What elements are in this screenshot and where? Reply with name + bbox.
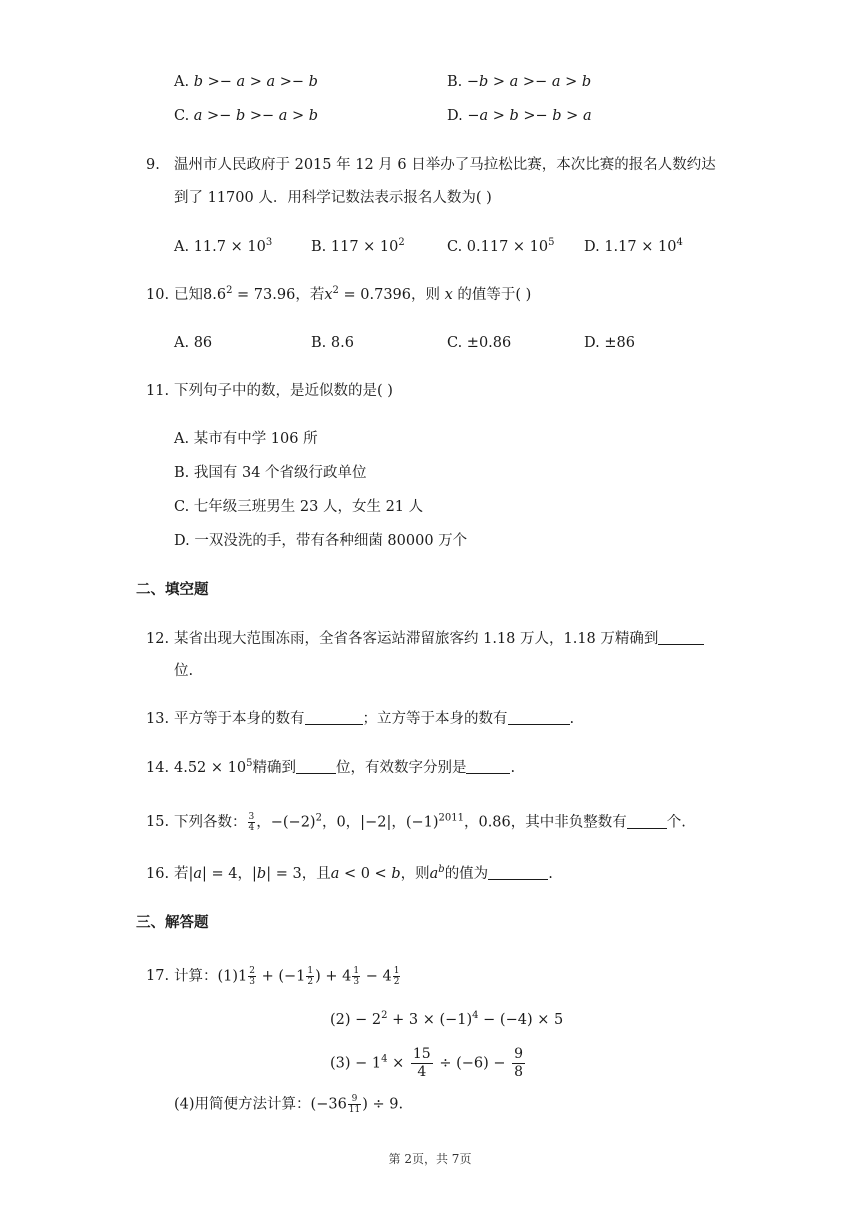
q9-text-line2: 到了 11700 人．用科学记数法表示报名人数为( ) (174, 190, 492, 206)
option-exponent: 3 (265, 237, 273, 248)
option-text: ±86 (604, 335, 635, 351)
q15-text (174, 812, 686, 833)
q17-part: 计算：(1)1 (174, 968, 248, 985)
fraction-numerator: 2 (249, 966, 255, 976)
fraction-numerator: 9 (514, 1046, 524, 1062)
option-label: C. (447, 239, 463, 255)
fraction-numerator: 1 (393, 966, 400, 976)
fraction (393, 966, 401, 987)
q11-option-c (174, 497, 423, 517)
q12-number: 12. (146, 631, 170, 647)
fraction (248, 966, 256, 987)
q14-part: 精确到 (252, 760, 296, 776)
section-heading-fill-in: 二、填空题 (136, 581, 209, 598)
fraction-numerator: 9 (348, 1094, 361, 1105)
q11-text: 下列句子中的数，是近似数的是( ) (174, 383, 393, 399)
q12-text-line1 (174, 629, 704, 649)
q9-option-a (174, 237, 272, 257)
q16-variable: b (391, 866, 401, 882)
q16-part: . (548, 866, 553, 882)
q17-line1 (174, 966, 401, 987)
option-label: D. (174, 533, 190, 549)
option-text: 某市有中学 106 所 (193, 431, 318, 447)
q17-exponent: 2 (381, 1010, 388, 1021)
q16-exponent: b (438, 864, 445, 875)
option-label: A. (174, 431, 190, 447)
q17-number: 17. (146, 968, 170, 984)
q11-number: 11. (146, 383, 170, 399)
q15-part: 个. (666, 814, 686, 831)
q17-line4 (174, 1094, 403, 1115)
q9-text-line1: 温州市人民政府于 2015 年 12 月 6 日举办了马拉松比赛，本次比赛的报名人数约达 (174, 157, 716, 173)
option-base: 117 × 10 (330, 239, 399, 255)
option-text: ±0.86 (466, 335, 512, 351)
q15-part: ，−(−2) (256, 814, 316, 831)
option-base: 1.17 × 10 (604, 239, 677, 255)
option-text: 86 (193, 335, 213, 351)
option-exponent: 4 (676, 237, 683, 248)
q10-option-d (584, 333, 635, 353)
q14-exponent: 5 (246, 758, 253, 769)
q10-part: 已知8.6 (174, 287, 227, 303)
q9-number: 9. (146, 157, 160, 173)
option-label: B. (311, 239, 327, 255)
q17-exponent: 4 (472, 1010, 479, 1021)
q10-exponent: 2 (332, 285, 339, 296)
q17-part: (3) − 1 (330, 1055, 382, 1072)
option-label: B. (447, 74, 463, 90)
option-label: A. (174, 74, 190, 90)
q8-option-a (174, 72, 318, 92)
option-label: C. (174, 108, 190, 124)
option-label: A. (174, 335, 190, 351)
q15-number: 15. (146, 814, 170, 830)
option-label: D. (447, 108, 463, 124)
q16-variable: a (193, 866, 203, 882)
option-text: a >− b >− a > b (193, 108, 319, 124)
fraction-denominator: 2 (393, 977, 400, 987)
q17-part: ÷ (−6) − (434, 1055, 511, 1072)
option-label: B. (174, 465, 190, 481)
q10-variable: x (324, 287, 333, 303)
option-text: 我国有 34 个省级行政单位 (193, 465, 367, 481)
option-label: C. (447, 335, 463, 351)
option-text: 一双没洗的手，带有各种细菌 80000 万个 (194, 533, 468, 549)
fraction-numerator: 15 (412, 1046, 431, 1062)
q8-option-b (447, 72, 591, 92)
option-text: b >− a > a >− b (193, 74, 318, 90)
q14-part: 4.52 × 10 (174, 760, 247, 776)
option-label: C. (174, 499, 190, 515)
answer-blank[interactable] (658, 630, 704, 645)
option-exponent: 5 (548, 237, 555, 248)
fraction-denominator: 3 (353, 977, 360, 987)
fraction-denominator: 4 (248, 823, 255, 833)
q14-number: 14. (146, 760, 170, 776)
option-text: 8.6 (330, 335, 354, 351)
q17-part: (4)用简便方法计算：(−36 (174, 1096, 347, 1113)
q10-option-c (447, 333, 511, 353)
q15-exponent: 2011 (438, 812, 464, 824)
q9-option-b (311, 237, 405, 257)
fraction-denominator: 4 (417, 1064, 427, 1080)
q16-variable: b (256, 866, 267, 882)
answer-blank[interactable] (466, 759, 510, 774)
q13-number: 13. (146, 711, 170, 727)
fraction (306, 966, 314, 987)
q10-part: 的值等于( ) (452, 287, 532, 303)
q10-variable: x (444, 287, 453, 303)
q14-text (174, 758, 515, 778)
q17-part: ) ÷ 9. (362, 1096, 404, 1113)
option-label: D. (584, 239, 600, 255)
answer-blank[interactable] (508, 710, 570, 725)
q16-part: < 0 < (339, 866, 392, 882)
fraction-numerator: 1 (307, 966, 314, 976)
fraction (512, 1046, 525, 1081)
fraction (348, 1094, 361, 1115)
q17-part: (2) − 2 (330, 1012, 382, 1028)
q9-option-c (447, 237, 555, 257)
q10-option-a (174, 333, 212, 353)
q16-part: ，则 (400, 866, 430, 882)
q9-option-d (584, 237, 683, 257)
q10-option-b (311, 333, 354, 353)
fraction-denominator: 2 (307, 977, 314, 987)
q12-text-line2: 位. (174, 663, 194, 679)
q10-text (174, 285, 531, 305)
answer-blank[interactable] (488, 865, 548, 880)
q13-part: 平方等于本身的数有 (174, 711, 305, 727)
q12-part: 某省出现大范围冻雨，全省各客运站滞留旅客约 1.18 万人，1.18 万精确到 (174, 631, 659, 647)
q10-part: = 0.7396，则 (338, 287, 445, 303)
q17-line2 (330, 1010, 563, 1030)
q17-part: − (−4) × 5 (478, 1012, 564, 1028)
q16-variable: a (429, 866, 439, 882)
fraction-denominator: 3 (249, 977, 255, 987)
q14-part: 位，有效数字分别是 (335, 760, 467, 776)
q16-number: 16. (146, 866, 170, 882)
option-base: 11.7 × 10 (193, 239, 266, 255)
q15-exponent: 2 (315, 812, 322, 824)
q11-option-b (174, 463, 367, 483)
q15-part: 下列各数： (174, 814, 247, 831)
q17-exponent: 4 (381, 1053, 388, 1065)
q13-part: ；立方等于本身的数有 (362, 711, 508, 727)
option-exponent: 2 (398, 237, 405, 248)
option-label: B. (311, 335, 327, 351)
q16-variable: a (330, 866, 340, 882)
q16-part: | = 4，| (202, 866, 257, 882)
option-text: −a > b >− b > a (467, 108, 592, 124)
fraction-denominator: 11 (348, 1105, 361, 1115)
q15-part: ，0，|−2|，(−1) (321, 814, 439, 831)
option-label: A. (174, 239, 190, 255)
q16-part: 若| (174, 866, 194, 882)
fraction-denominator: 8 (514, 1064, 524, 1080)
q17-part: + 3 × (−1) (387, 1012, 473, 1028)
q11-option-d (174, 531, 467, 551)
option-label: D. (584, 335, 600, 351)
fraction (411, 1046, 433, 1081)
q13-text (174, 709, 574, 729)
q13-part: . (569, 711, 575, 727)
q10-number: 10. (146, 287, 170, 303)
q8-option-c (174, 106, 318, 126)
page-footer: 第 2页，共 7页 (388, 1152, 472, 1166)
q8-option-d (447, 106, 592, 126)
fraction-numerator: 1 (353, 966, 360, 976)
q10-exponent: 2 (226, 285, 233, 296)
q10-part: = 73.96，若 (232, 287, 325, 303)
q17-line3 (330, 1046, 527, 1081)
q17-part: ) + 4 (315, 968, 352, 985)
q17-part: × (387, 1055, 409, 1072)
option-text: 七年级三班男生 23 人，女生 21 人 (193, 499, 424, 515)
fraction (248, 812, 256, 833)
fraction (352, 966, 360, 987)
q16-text (174, 864, 553, 884)
option-base: 0.117 × 10 (466, 239, 549, 255)
answer-blank[interactable] (305, 710, 363, 725)
answer-blank[interactable] (627, 814, 667, 829)
q11-option-a (174, 429, 318, 449)
fraction-numerator: 3 (248, 812, 255, 822)
q15-part: ，0.86，其中非负整数有 (463, 814, 627, 831)
option-text: −b > a >− a > b (466, 74, 592, 90)
section-heading-solve: 三、解答题 (136, 914, 209, 931)
answer-blank[interactable] (296, 759, 336, 774)
q16-part: 的值为 (444, 866, 489, 882)
q17-part: + (−1 (257, 968, 306, 985)
q17-part: − 4 (361, 968, 392, 985)
q16-part: | = 3，且 (266, 866, 331, 882)
q14-part: . (510, 760, 516, 776)
